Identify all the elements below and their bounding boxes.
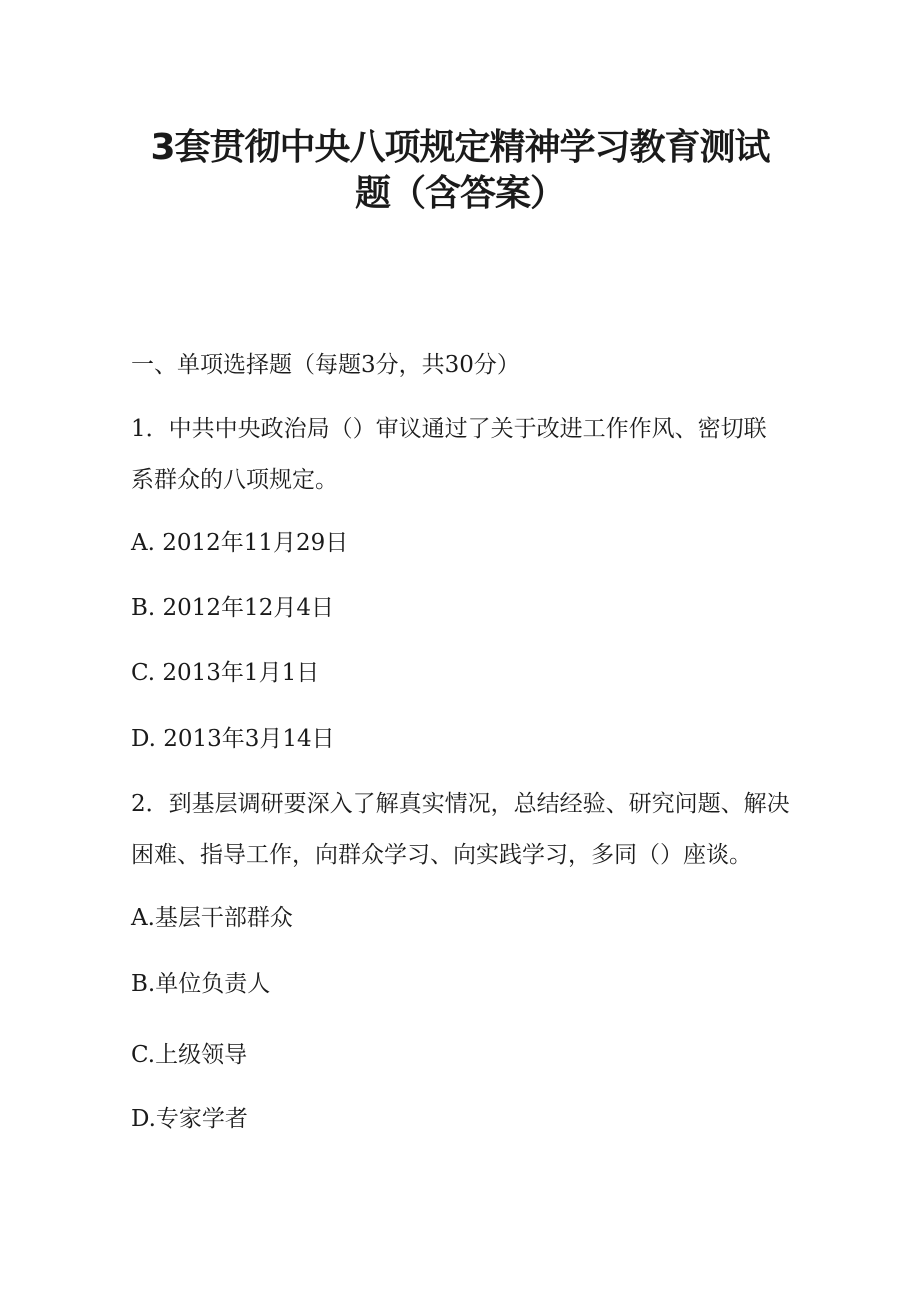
question-2-stem-line-2: 困难、指导工作，向群众学习、向实践学习，多同（）座谈。 [131,842,752,868]
question-2-option-a: A.基层干部群众 [131,905,293,931]
question-2-option-d: D.专家学者 [131,1106,248,1132]
document-title-line-1: 3套贯彻中央八项规定精神学习教育测试 [150,127,770,168]
question-2-option-c: C.上级领导 [131,1042,248,1068]
question-1-option-d: D. 2013年3月14日 [131,726,335,752]
document-title-line-2: 题（含答案） [354,173,565,214]
question-1-option-a: A. 2012年11月29日 [131,530,349,556]
question-2-option-b: B.单位负责人 [131,971,271,997]
question-2-stem-line-1: 2．到基层调研要深入了解真实情况，总结经验、研究问题、解决 [131,791,790,817]
section-heading: 一、单项选择题（每题3分，共30分） [131,352,520,378]
question-1-option-c: C. 2013年1月1日 [131,660,320,686]
question-1-stem-line-2: 系群众的八项规定。 [131,467,338,493]
question-1-option-b: B. 2012年12月4日 [131,595,334,621]
question-1-stem-line-1: 1．中共中央政治局（）审议通过了关于改进工作作风、密切联 [131,416,767,442]
